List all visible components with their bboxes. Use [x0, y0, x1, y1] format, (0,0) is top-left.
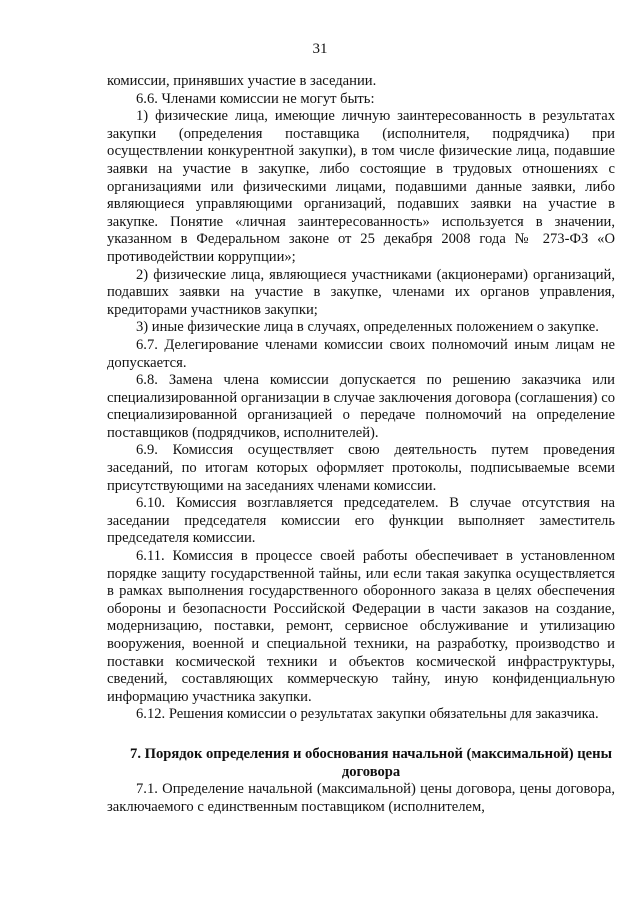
paragraph-6-9: 6.9. Комиссия осуществляет свою деятельность путем проведения заседаний, по итогам которых оформляет протоколы, подписываемые всеми присутствующими на заседаниях членами комиссии.: [107, 442, 615, 494]
paragraph-6-8: 6.8. Замена члена комиссии допускается по решению заказчика или специализированной организации в случае заключения договора (соглашения) со специализированной организацией о передаче полномочий на определение поставщиков (подрядчиков, исполнителей).: [107, 372, 615, 441]
paragraph-6-12: 6.12. Решения комиссии о результатах закупки обязательны для заказчика.: [136, 706, 599, 723]
paragraph-6-11: 6.11. Комиссия в процессе своей работы обеспечивает в установленном порядке защиту государственной тайны, или если такая закупка осуществляется в рамках выполнения государственного оборонного заказа в целях обеспечения обороны и безопасности Российской Федерации в части заказов на создание, модернизацию, поставки, ремонт, сервисное обслуживание и утилизацию вооружения, военной и специальной техники, на разработку, производство и поставки космической техники и объектов космической инфраструктуры, сведений, составляющих коммерческую тайну, иную конфиденциальную информацию участника закупки.: [107, 548, 615, 705]
document-body: [107, 73, 615, 816]
paragraph-6-6-item-1: 1) физические лица, имеющие личную заинтересованность в результатах закупки (определения поставщика (исполнителя, подрядчика) при осуществлении конкурентной закупки), в том числе физические лица, подавшие заявки на участие в закупке, либо состоящие в трудовых отношениях с организациями или физическими лицами, подавшими данные заявки, либо являющиеся управляющими организаций, подавших заявки на участие в закупке. Понятие «личная заинтересованность» используется в значении, указанном в Федеральном законе от 25 декабря 2008 года № 273-ФЗ «О противодействии коррупции»;: [107, 108, 615, 265]
paragraph-continuation: комиссии, принявших участие в заседании.: [107, 73, 377, 89]
paragraph-6-6-item-2: 2) физические лица, являющиеся участниками (акционерами) организаций, подавших заявки на участие в закупке, членами их органов управления, кредиторами участников закупки;: [107, 266, 615, 318]
paragraph-6-6: 6.6. Членами комиссии не могут быть:: [136, 90, 375, 107]
paragraph-6-7: 6.7. Делегирование членами комиссии своих полномочий иным лицам не допускается.: [107, 336, 615, 371]
paragraph-6-6-item-3: 3) иные физические лица в случаях, определенных положением о закупке.: [136, 319, 599, 336]
page-number: 31: [312, 41, 328, 57]
section-heading: 7. Порядок определения и обоснования начальной (максимальной) цены договора: [130, 745, 612, 780]
paragraph-7-1: 7.1. Определение начальной (максимальной) цены договора, цены договора, заключаемого с единственным поставщиком (исполнителем,: [107, 781, 615, 815]
paragraph-6-10: 6.10. Комиссия возглавляется председателем. В случае отсутствия на заседании председателя комиссии его функции выполняет заместитель председателя комиссии.: [107, 495, 615, 547]
